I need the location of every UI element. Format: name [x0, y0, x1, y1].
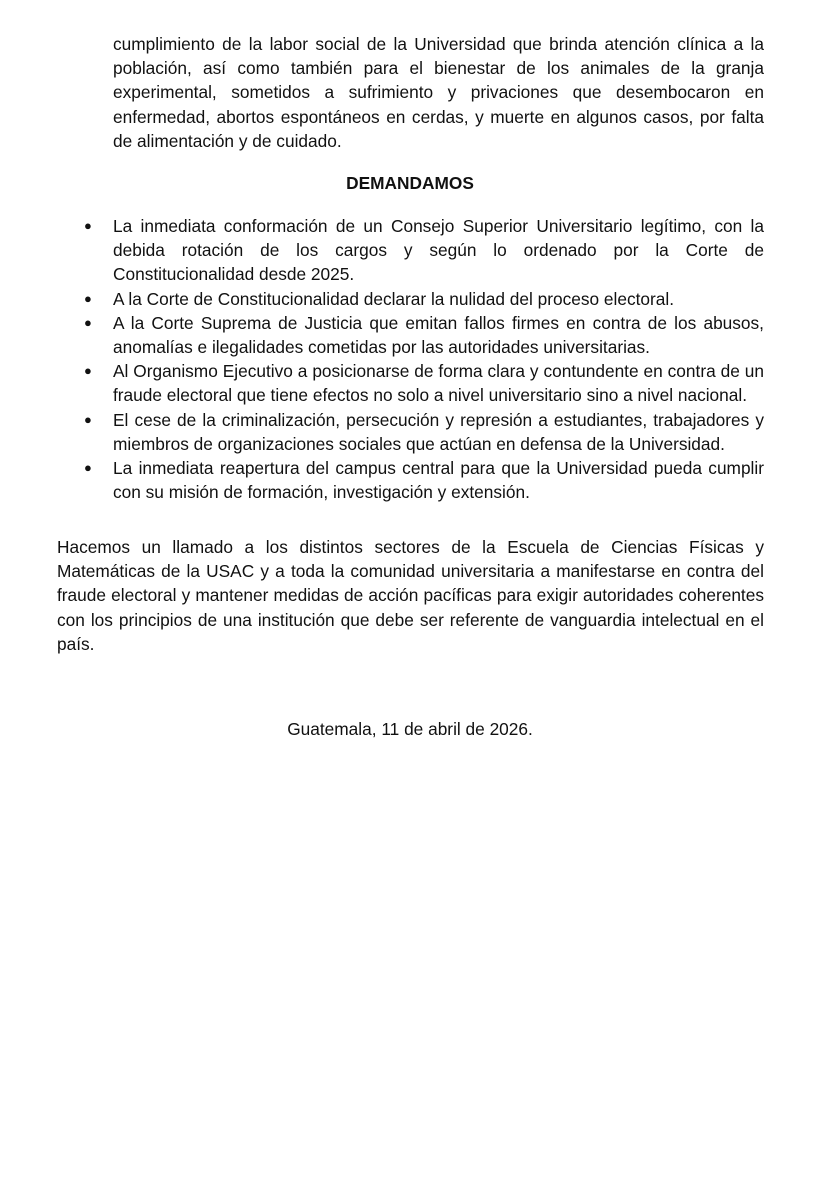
demand-text: La inmediata conformación de un Consejo Superior Universitario legítimo, con la debida rotación de los cargos y según lo ordenado por la Corte de Constitucionalidad desde 2025.	[113, 216, 764, 285]
demand-item	[84, 408, 764, 456]
bullet-icon: ●	[84, 314, 92, 330]
demand-text: Al Organismo Ejecutivo a posicionarse de forma clara y contundente en contra de un fraude electoral que tiene efectos no solo a nivel universitario sino a nivel nacional.	[113, 361, 764, 406]
demands-heading: DEMANDAMOS	[346, 173, 474, 193]
demand-text: La inmediata reapertura del campus central para que la Universidad pueda cumplir con su misión de formación, investigación y extensión.	[113, 458, 764, 503]
demand-item	[84, 456, 764, 504]
demand-text: A la Corte Suprema de Justicia que emitan fallos firmes en contra de los abusos, anomalías e ilegalidades cometidas por las autoridades universitarias.	[113, 312, 764, 358]
bullet-icon: ●	[84, 411, 92, 427]
demand-item	[84, 214, 764, 287]
closing-date-line: Guatemala, 11 de abril de 2026.	[287, 719, 533, 739]
demands-list	[84, 214, 764, 504]
call-to-action-paragraph: Hacemos un llamado a los distintos sectores de la Escuela de Ciencias Físicas y Matemáticas de la USAC y a toda la comunidad universitaria a manifestarse en contra del fraude electoral y mantener medidas de acción pacíficas para exigir autoridades coherentes con los principios de una institución que debe ser referente de vanguardia intelectual en el país.	[57, 537, 764, 654]
intro-paragraph: cumplimiento de la labor social de la Universidad que brinda atención clínica a la población, así como también para el bienestar de los animales de la granja experimental, sometidos a sufrimiento y privaciones que desembocaron en enfermedad, abortos espontáneos en cerdas, y muerte en algunos casos, por falta de alimentación y de cuidado.	[113, 34, 764, 151]
bullet-icon: ●	[84, 218, 92, 233]
demand-text: El cese de la criminalización, persecución y represión a estudiantes, trabajadores y miembros de organizaciones sociales que actúan en defensa de la Universidad.	[113, 409, 764, 454]
bullet-icon: ●	[84, 363, 92, 379]
bullet-icon: ●	[84, 290, 92, 306]
demand-item	[84, 311, 764, 359]
demand-item	[84, 359, 764, 407]
demand-text: A la Corte de Constitucionalidad declarar la nulidad del proceso electoral.	[113, 288, 675, 309]
demand-item	[84, 287, 764, 311]
bullet-icon: ●	[84, 460, 92, 476]
